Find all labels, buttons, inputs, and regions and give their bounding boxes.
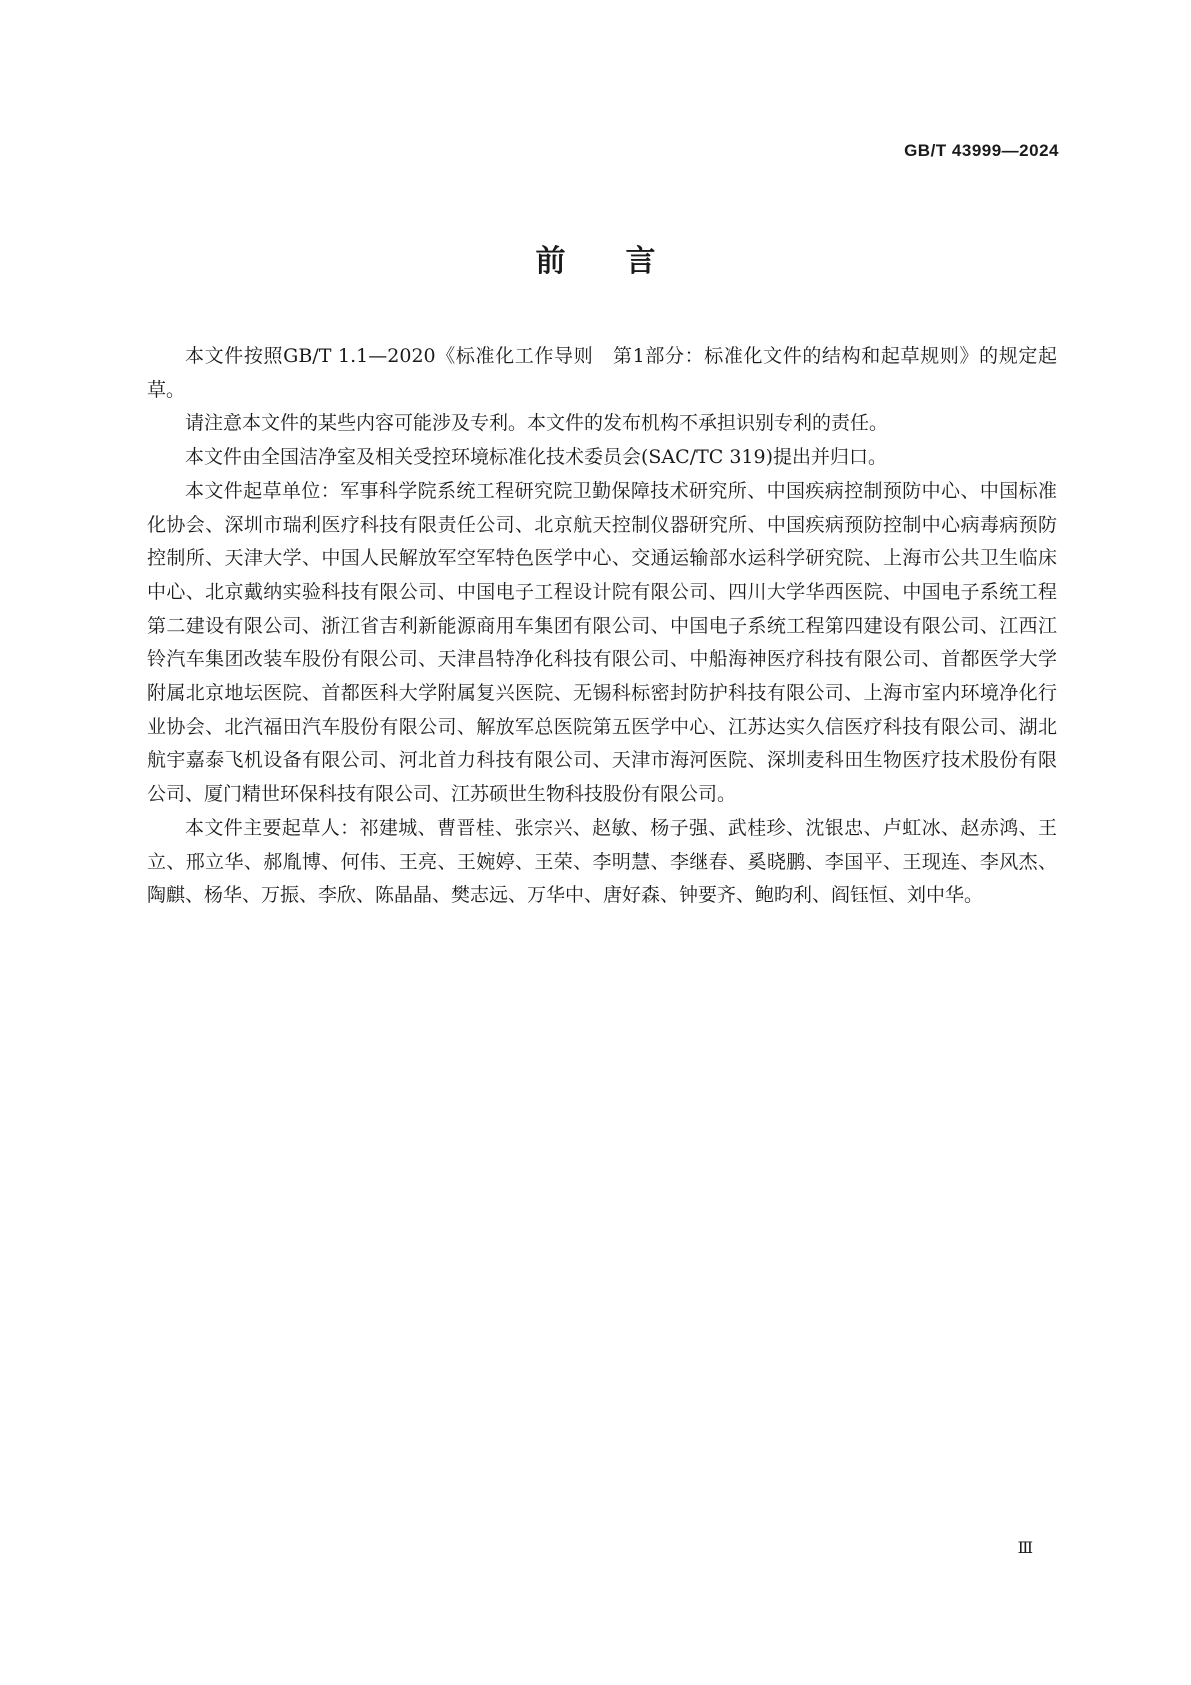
paragraph-drafters: 本文件主要起草人：祁建城、曹晋桂、张宗兴、赵敏、杨子强、武桂珍、沈银忠、卢虹冰、赵赤鸿、王立、邢立华、郝胤博、何伟、王亮、王婉婷、王荣、李明慧、李继春、奚晓鹏、李国平、王现连、李风杰、陶麒、杨华、万振、李欣、陈晶晶、樊志远、万华中、唐好森、钟要齐、鲍昀利、阎钰恒、刘中华。 xyxy=(147,816,1057,907)
page-number: Ⅲ xyxy=(1017,1540,1033,1557)
foreword-body xyxy=(147,340,1057,913)
paragraph-drafting-rules: 本文件按照GB/T 1.1—2020《标准化工作导则 第1部分：标准化文件的结构和起草规则》的规定起草。 xyxy=(147,345,1057,401)
standard-code: GB/T 43999—2024 xyxy=(904,141,1059,160)
paragraph-patent-notice: 请注意本文件的某些内容可能涉及专利。本文件的发布机构不承担识别专利的责任。 xyxy=(185,412,889,435)
paragraph-drafting-units: 本文件起草单位：军事科学院系统工程研究院卫勤保障技术研究所、中国疾病控制预防中心、中国标准化协会、深圳市瑞利医疗科技有限责任公司、北京航天控制仪器研究所、中国疾病预防控制中心病毒病预防控制所、天津大学、中国人民解放军空军特色医学中心、交通运输部水运科学研究院、上海市公共卫生临床中心、北京戴纳实验科技有限公司、中国电子工程设计院有限公司、四川大学华西医院、中国电子系统工程第二建设有限公司、浙江省吉利新能源商用车集团有限公司、中国电子系统工程第四建设有限公司、江西江铃汽车集团改装车股份有限公司、天津昌特净化科技有限公司、中船海神医疗科技有限公司、首都医学大学附属北京地坛医院、首都医科大学附属复兴医院、无锡科标密封防护科技有限公司、上海市室内环境净化行业协会、北汽福田汽车股份有限公司、解放军总医院第五医学中心、江苏达实久信医疗科技有限公司、湖北航宇嘉泰飞机设备有限公司、河北首力科技有限公司、天津市海河医院、深圳麦科田生物医疗技术股份有限公司、厦门精世环保科技有限公司、江苏硕世生物科技股份有限公司。 xyxy=(147,479,1057,806)
page-title: 前言 xyxy=(535,244,716,279)
paragraph-proposer: 本文件由全国洁净室及相关受控环境标准化技术委员会(SAC/TC 319)提出并归口。 xyxy=(185,446,888,469)
